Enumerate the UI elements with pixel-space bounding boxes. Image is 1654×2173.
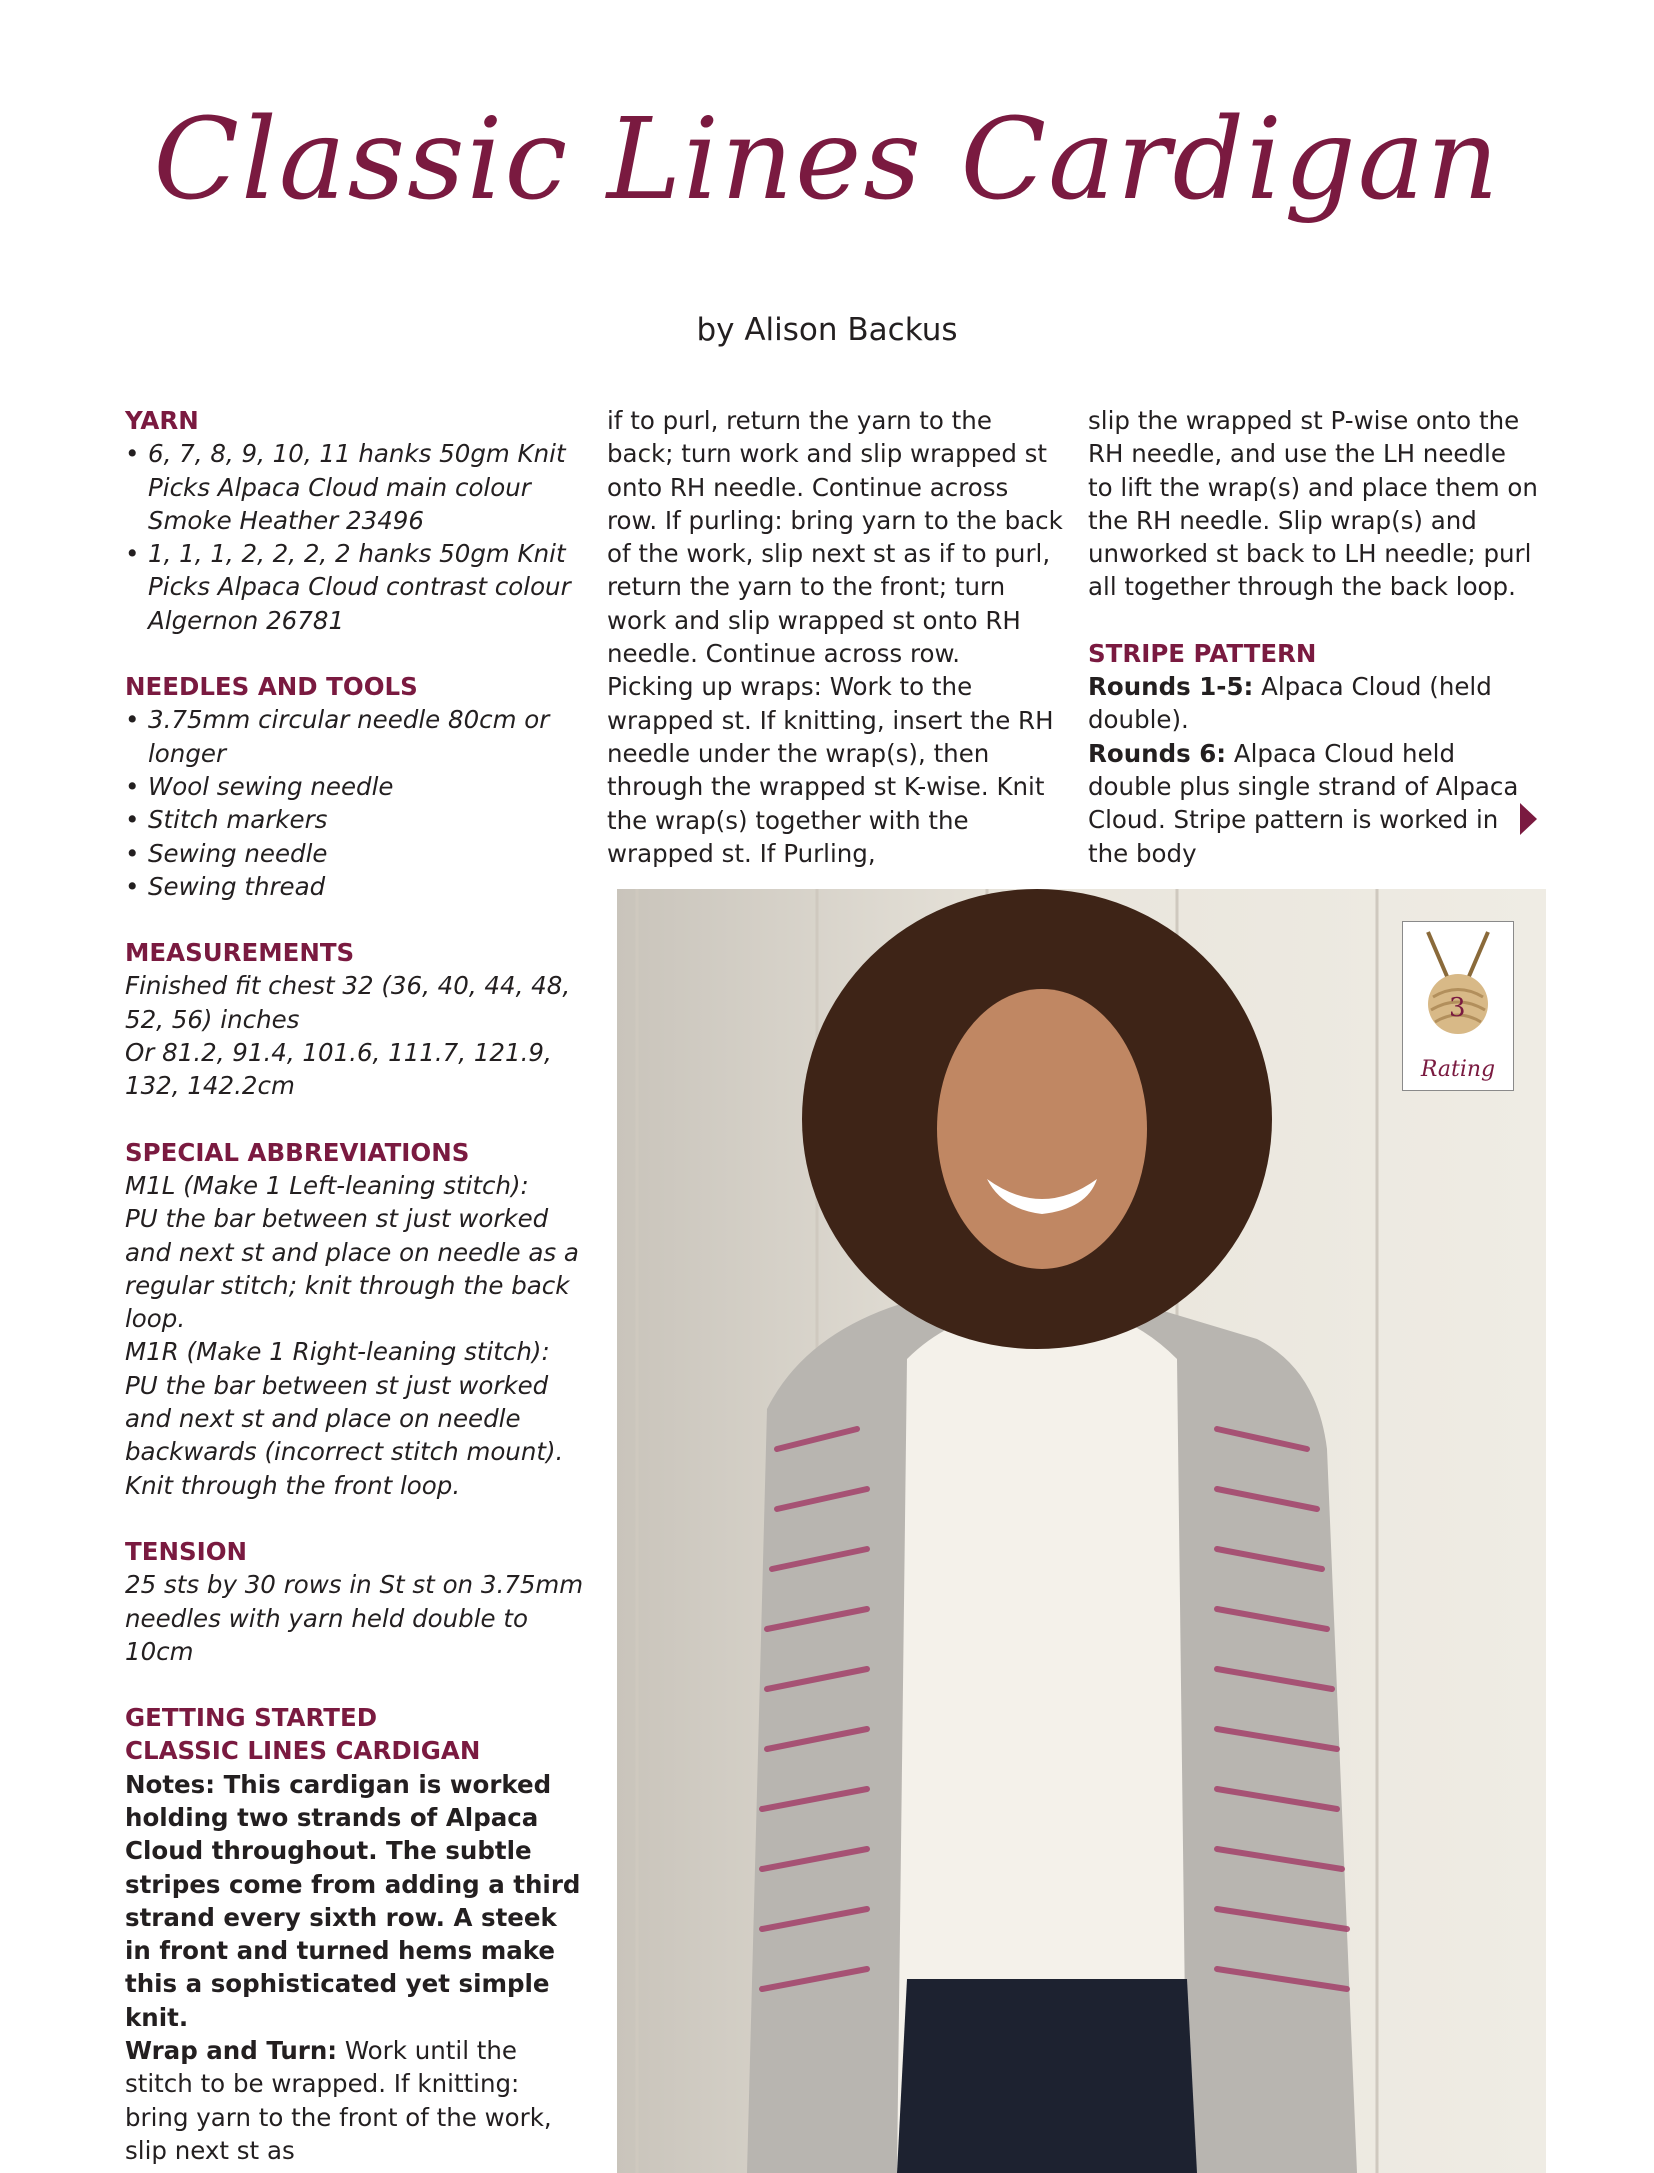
rating-label: Rating <box>1420 1057 1496 1082</box>
pattern-title: Classic Lines Cardigan <box>153 95 1501 225</box>
list-item: • Sewing needle <box>125 837 585 870</box>
rounds-1-5-text: Alpaca Cloud (held double). <box>1088 672 1492 735</box>
wrap-turn-paragraph <box>125 2034 585 2167</box>
column-left <box>125 404 585 2167</box>
wrap-continued-text: if to purl, return the yarn to the back; turn work and slip wrapped st onto RH needle. Continue across row. If purling: bring yarn to the back of the work, slip next st as if to purl, return the yarn to the front; turn work and slip wrapped st onto RH needle. Continue across row. <box>607 406 1063 669</box>
needles-list <box>125 703 585 903</box>
tension-text: 25 sts by 30 rows in St st on 3.75mm needles with yarn held double to 10cm <box>125 1570 584 1666</box>
needles-heading: NEEDLES AND TOOLS <box>125 672 418 702</box>
yarn-section <box>125 404 585 637</box>
column-right <box>1088 404 1538 870</box>
yarn-ball-icon <box>1403 922 1513 1042</box>
list-item: • 3.75mm circular needle 80cm or longer <box>125 703 585 770</box>
m1l-text: PU the bar between st just worked and next st and place on needle as a regular stitch; knit through the back loop. <box>125 1204 579 1334</box>
column-middle <box>607 404 1063 870</box>
wrap-turn-text: Work until the stitch to be wrapped. If knitting: bring yarn to the front of the work, slip next st as <box>125 2036 552 2165</box>
continue-arrow-icon <box>1520 803 1537 835</box>
tension-section <box>125 1535 585 1668</box>
wrap-turn-label: Wrap and Turn: <box>125 2036 338 2066</box>
picking-up-wraps-text: Picking up wraps: Work to the wrapped st. If knitting, insert the RH needle under the wrap(s), then through the wrapped st K-wise. Knit the wrap(s) together with the wrapped st. If Purling, <box>607 672 1054 868</box>
rounds-6 <box>1088 737 1538 870</box>
measurements-cm: Or 81.2, 91.4, 101.6, 111.7, 121.9, 132, 142.2cm <box>125 1038 552 1101</box>
list-item: • Stitch markers <box>125 803 585 836</box>
getting-started-heading: GETTING STARTED <box>125 1703 378 1733</box>
needles-section <box>125 670 585 903</box>
measurements-section <box>125 936 585 1102</box>
list-item: • Sewing thread <box>125 870 585 903</box>
model-photo <box>617 889 1546 2173</box>
stripe-pattern-heading: STRIPE PATTERN <box>1088 638 1317 668</box>
m1r-text: M1R (Make 1 Right-leaning stitch): PU the bar between st just worked and next st and place on needle backwards (incorrect stitch mount). Knit through the front loop. <box>125 1337 564 1500</box>
rounds-1-5 <box>1088 670 1538 737</box>
m1l-title: M1L (Make 1 Left-leaning stitch): <box>125 1170 529 1200</box>
difficulty-rating-badge <box>1402 921 1514 1091</box>
abbreviations-section <box>125 1136 585 1502</box>
abbreviations-heading: SPECIAL ABBREVIATIONS <box>125 1137 470 1167</box>
rounds-6-text: Alpaca Cloud held double plus single strand of Alpaca Cloud. Stripe pattern is worked in the body <box>1088 738 1519 868</box>
cardigan-heading: CLASSIC LINES CARDIGAN <box>125 1736 481 1766</box>
rounds-1-5-label: Rounds 1-5: <box>1088 672 1254 702</box>
yarn-list <box>125 437 585 637</box>
getting-started-section <box>125 1701 585 2167</box>
tension-heading: TENSION <box>125 1536 248 1566</box>
purl-wrap-text: slip the wrapped st P-wise onto the RH needle, and use the LH needle to lift the wrap(s) and place them on the RH needle. Slip wrap(s) and unworked st back to LH needle; purl all together through the back loop. <box>1088 406 1538 602</box>
notes-text: Notes: This cardigan is worked holding two strands of Alpaca Cloud throughout. The subtle stripes come from adding a third strand every sixth row. A steek in front and turned hems make this a sophisticated yet simple knit. <box>125 1769 581 2032</box>
list-item: • 6, 7, 8, 9, 10, 11 hanks 50gm Knit Picks Alpaca Cloud main colour Smoke Heather 23496 <box>125 437 585 537</box>
rating-number: 3 <box>1449 993 1466 1023</box>
measurements-inches: Finished fit chest 32 (36, 40, 44, 48, 52, 56) inches <box>125 971 571 1034</box>
list-item: • Wool sewing needle <box>125 770 585 803</box>
author-byline: by Alison Backus <box>696 312 958 348</box>
yarn-heading: YARN <box>125 406 199 435</box>
rounds-6-label: Rounds 6: <box>1088 738 1227 768</box>
measurements-heading: MEASUREMENTS <box>125 938 355 968</box>
list-item: • 1, 1, 1, 2, 2, 2, 2 hanks 50gm Knit Picks Alpaca Cloud contrast colour Algernon 26781 <box>125 537 585 637</box>
